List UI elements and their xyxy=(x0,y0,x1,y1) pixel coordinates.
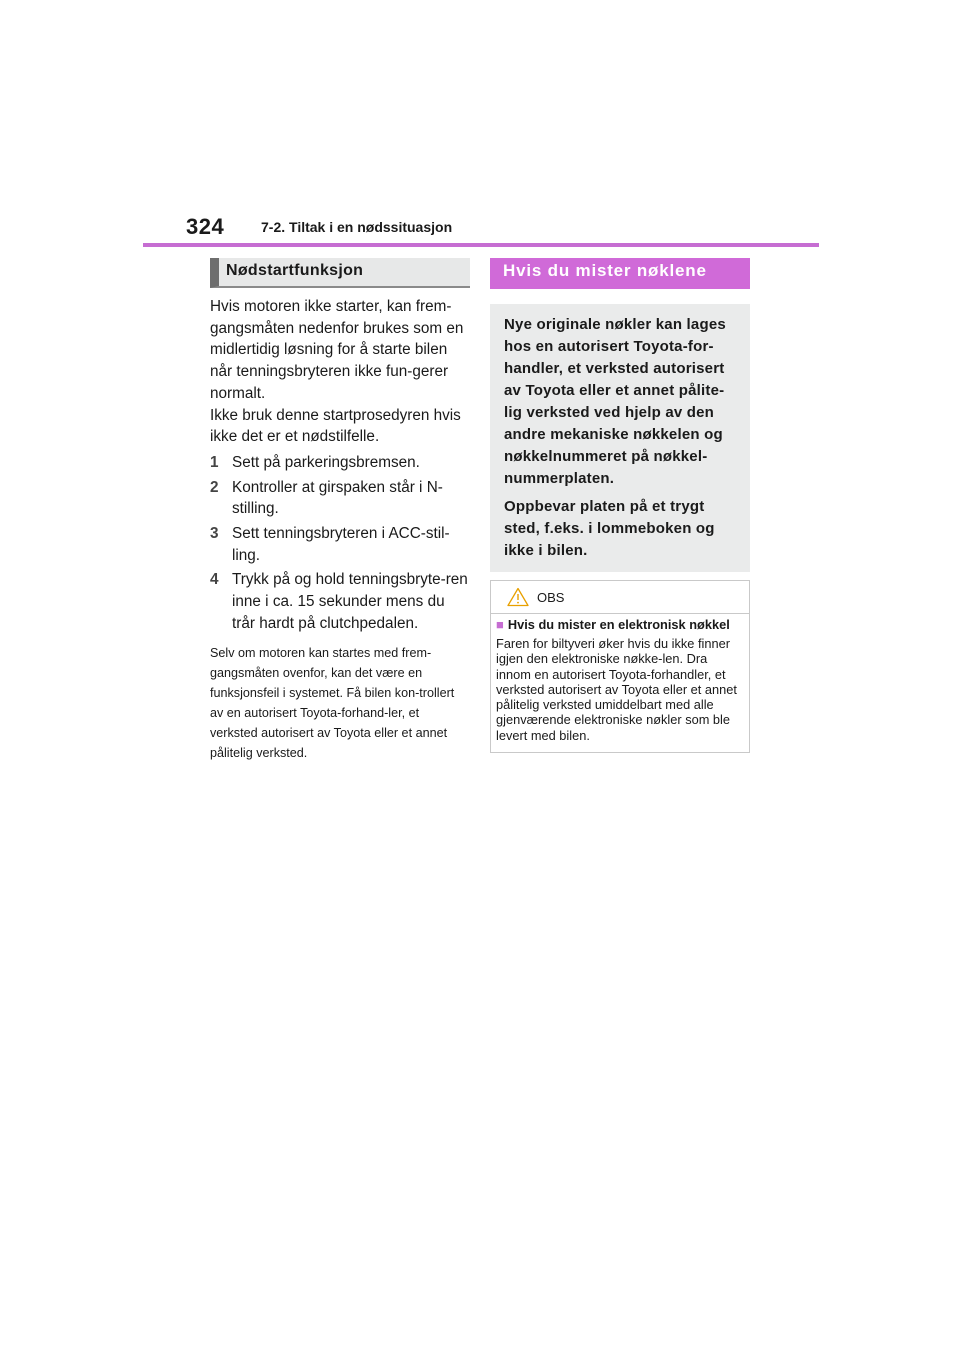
section-title: 7-2. Tiltak i en nødssituasjon xyxy=(261,219,453,235)
warning-header xyxy=(491,581,749,614)
step-text: Trykk på og hold tenningsbryte-ren inne i ca. 15 sekunder mens du trår hardt på clutchpedalen. xyxy=(232,571,468,632)
step-item xyxy=(210,569,470,634)
lost-keys-heading: Hvis du mister nøklene xyxy=(490,258,750,289)
step-number: 2 xyxy=(210,478,219,496)
warning-box xyxy=(490,580,750,753)
left-column xyxy=(210,258,470,775)
right-column xyxy=(490,258,750,753)
square-bullet-icon: ■ xyxy=(496,617,504,632)
header-divider xyxy=(143,243,819,247)
step-text: Sett tenningsbryteren i ACC-stil-ling. xyxy=(232,525,450,564)
intro-text xyxy=(210,296,470,448)
emergency-start-heading: Nødstartfunksjon xyxy=(210,258,470,288)
step-item xyxy=(210,523,470,566)
info-box xyxy=(490,304,750,572)
warning-triangle-icon xyxy=(507,587,529,607)
step-number: 1 xyxy=(210,453,219,471)
step-item xyxy=(210,452,470,474)
step-item xyxy=(210,477,470,520)
intro-paragraph-2: Ikke bruk denne startprosedyren hvis ikke det er et nødstilfelle. xyxy=(210,406,461,446)
info-paragraph-2: Oppbevar platen på et trygt sted, f.eks. i lommeboken og ikke i bilen. xyxy=(504,498,715,559)
page-number: 324 xyxy=(186,214,225,239)
step-list xyxy=(210,452,470,635)
intro-paragraph-1: Hvis motoren ikke starter, kan frem-gangsmåten nedenfor brukes som en midlertidig løsning for å starte bilen når tenningsbryteren ikke fun-gerer normalt. xyxy=(210,298,464,402)
warning-subheading-text: Hvis du mister en elektronisk nøkkel xyxy=(507,617,730,632)
warning-text: Faren for biltyveri øker hvis du ikke finner igjen den elektroniske nøkke-len. Dra innom en autorisert Toyota-forhandler, et verksted autorisert av Toyota eller et annet pålitelig verksted umiddelbart med alle gjenværende elektroniske nøkler som ble levert med bilen. xyxy=(496,636,737,743)
step-text: Sett på parkeringsbremsen. xyxy=(232,453,420,471)
step-number: 4 xyxy=(210,571,219,589)
step-text: Kontroller at girspaken står i N-stilling. xyxy=(232,478,443,518)
malfunction-note: Selv om motoren kan startes med frem-gangsmåten ovenfor, kan det være en funksjonsfeil i systemet. Få bilen kon-trollert av en autorisert Toyota-forhand-ler, et verksted autorisert av Toyota eller et annet pålitelig verksted. xyxy=(210,645,455,760)
warning-label: OBS xyxy=(537,589,565,605)
step-number: 3 xyxy=(210,525,219,543)
info-paragraph-1: Nye originale nøkler kan lages hos en autorisert Toyota-for-handler, et verksted autorisert av Toyota eller et annet pålite-lig verksted ved hjelp av den andre mekaniske nøkkelen og nøkkelnummeret på nøkkel-nummerplaten. xyxy=(504,316,726,487)
warning-subheading xyxy=(496,617,741,632)
